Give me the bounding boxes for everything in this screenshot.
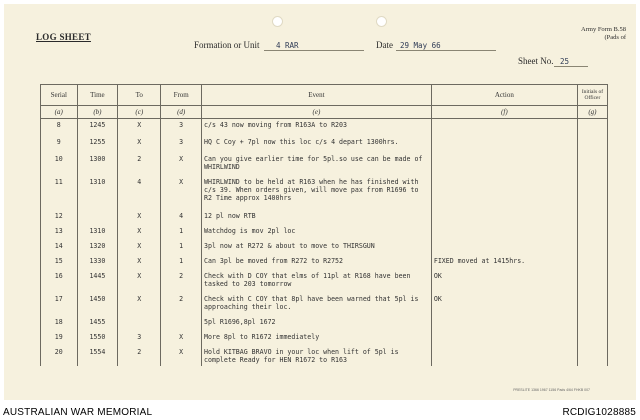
initials-cell	[577, 136, 607, 153]
date-value: 29 May 66	[400, 41, 441, 50]
col-header-to: To	[118, 85, 161, 106]
serial-cell: 11	[41, 176, 78, 210]
table-row	[41, 255, 608, 270]
from-cell: 3	[161, 119, 202, 136]
pads-of-label: (Pads of	[604, 34, 626, 41]
from-cell: X	[161, 153, 202, 176]
action-cell	[431, 346, 577, 366]
time-cell: 1455	[77, 316, 118, 331]
initials-cell	[577, 255, 607, 270]
initials-cell	[577, 210, 607, 225]
from-cell: 3	[161, 136, 202, 153]
record-id: RCDIG1028885	[562, 407, 636, 418]
table-row	[41, 270, 608, 293]
table-row	[41, 119, 608, 136]
to-cell: X	[118, 210, 161, 225]
from-cell: X	[161, 346, 202, 366]
to-cell: 4	[118, 176, 161, 210]
time-cell	[77, 210, 118, 225]
action-cell: OK	[431, 293, 577, 316]
serial-cell: 12	[41, 210, 78, 225]
col-letter-g: (g)	[577, 106, 607, 119]
event-cell: Check with D COY that elms of 11pl at R168 have been tasked to 203 tomorrow	[202, 270, 432, 293]
serial-cell: 10	[41, 153, 78, 176]
date-label: Date	[376, 40, 393, 50]
serial-cell: 13	[41, 225, 78, 240]
from-cell: X	[161, 331, 202, 346]
action-cell	[431, 119, 577, 136]
formation-value: 4 RAR	[276, 41, 299, 50]
action-cell	[431, 153, 577, 176]
to-cell: X	[118, 255, 161, 270]
table-row	[41, 346, 608, 366]
table-row	[41, 136, 608, 153]
time-cell: 1450	[77, 293, 118, 316]
table-row	[41, 153, 608, 176]
to-cell: X	[118, 119, 161, 136]
log-sheet-page	[4, 4, 636, 400]
from-cell: 4	[161, 210, 202, 225]
initials-cell	[577, 331, 607, 346]
action-cell	[431, 316, 577, 331]
col-letter-b: (b)	[77, 106, 118, 119]
event-cell: More 8pl to R1672 immediately	[202, 331, 432, 346]
time-cell: 1554	[77, 346, 118, 366]
event-cell: Can 3pl be moved from R272 to R2752	[202, 255, 432, 270]
table-row	[41, 176, 608, 210]
col-header-event: Event	[202, 85, 432, 106]
from-cell: 1	[161, 225, 202, 240]
to-cell: X	[118, 270, 161, 293]
initials-cell	[577, 346, 607, 366]
serial-cell: 8	[41, 119, 78, 136]
serial-cell: 14	[41, 240, 78, 255]
from-cell: 2	[161, 293, 202, 316]
time-cell: 1310	[77, 225, 118, 240]
formation-underline	[264, 50, 364, 51]
col-header-serial: Serial	[41, 85, 78, 106]
serial-cell: 18	[41, 316, 78, 331]
from-cell: X	[161, 176, 202, 210]
to-cell: X	[118, 225, 161, 240]
initials-cell	[577, 240, 607, 255]
from-cell: 2	[161, 270, 202, 293]
event-cell: c/s 43 now moving from R163A to R203	[202, 119, 432, 136]
army-form-label: Army Form B.58	[581, 26, 626, 33]
col-header-initials: Initials of Officer	[577, 85, 607, 106]
initials-cell	[577, 293, 607, 316]
col-header-action: Action	[431, 85, 577, 106]
serial-cell: 17	[41, 293, 78, 316]
action-cell	[431, 240, 577, 255]
archive-footer	[0, 404, 640, 420]
time-cell: 1330	[77, 255, 118, 270]
time-cell: 1445	[77, 270, 118, 293]
serial-cell: 15	[41, 255, 78, 270]
action-cell	[431, 225, 577, 240]
sheet-number-underline	[554, 66, 588, 67]
to-cell	[118, 316, 161, 331]
time-cell: 1320	[77, 240, 118, 255]
from-cell: 1	[161, 240, 202, 255]
action-cell	[431, 176, 577, 210]
event-cell: 12 pl now RTB	[202, 210, 432, 225]
to-cell: X	[118, 240, 161, 255]
archive-credit: AUSTRALIAN WAR MEMORIAL	[3, 407, 153, 418]
event-cell: WHIRLWIND to be held at R163 when he has finished with c/s 39. When orders given, will move pax from R1696 to R2 Time approx 1400hrs	[202, 176, 432, 210]
initials-cell	[577, 153, 607, 176]
table-row	[41, 225, 608, 240]
event-cell: HQ C Coy + 7pl now this loc c/s 4 depart 1300hrs.	[202, 136, 432, 153]
event-cell: Hold KITBAG BRAVO in your loc when lift of 5pl is complete Ready for HEN R1672 to R163	[202, 346, 432, 366]
to-cell: 2	[118, 346, 161, 366]
action-cell	[431, 136, 577, 153]
time-cell: 1300	[77, 153, 118, 176]
col-letter-c: (c)	[118, 106, 161, 119]
col-letter-f: (f)	[431, 106, 577, 119]
time-cell: 1245	[77, 119, 118, 136]
time-cell: 1310	[77, 176, 118, 210]
initials-cell	[577, 176, 607, 210]
table-row	[41, 240, 608, 255]
initials-cell	[577, 225, 607, 240]
to-cell: 2	[118, 153, 161, 176]
initials-cell	[577, 316, 607, 331]
from-cell	[161, 316, 202, 331]
page-title: LOG SHEET	[36, 32, 91, 42]
event-cell: 5pl R1696,8pl 1672	[202, 316, 432, 331]
time-cell: 1550	[77, 331, 118, 346]
formation-label: Formation or Unit	[194, 40, 260, 50]
to-cell: 3	[118, 331, 161, 346]
punch-hole-left	[272, 16, 283, 27]
col-header-time: Time	[77, 85, 118, 106]
printer-imprint: PRESLITE 1366 1967 1156 Pads 4/64 FHKB 007	[513, 388, 590, 392]
from-cell: 1	[161, 255, 202, 270]
table-row	[41, 293, 608, 316]
log-table	[40, 84, 608, 366]
initials-cell	[577, 119, 607, 136]
col-letter-e: (e)	[202, 106, 432, 119]
serial-cell: 19	[41, 331, 78, 346]
time-cell: 1255	[77, 136, 118, 153]
event-cell: Can you give earlier time for 5pl.so use can be made of WHIRLWIND	[202, 153, 432, 176]
to-cell: X	[118, 136, 161, 153]
event-cell: 3pl now at R272 & about to move to THIRSGUN	[202, 240, 432, 255]
sheet-number-value: 25	[560, 57, 570, 66]
event-cell: Check with C COY that 8pl have been warned that 5pl is approaching their loc.	[202, 293, 432, 316]
sheet-number-label: Sheet No.	[518, 56, 554, 66]
col-letter-a: (a)	[41, 106, 78, 119]
action-cell	[431, 210, 577, 225]
serial-cell: 20	[41, 346, 78, 366]
table-row	[41, 316, 608, 331]
log-table-body	[41, 119, 608, 366]
punch-hole-right	[376, 16, 387, 27]
date-underline	[396, 50, 496, 51]
action-cell: FIXED moved at 1415hrs.	[431, 255, 577, 270]
event-cell: Watchdog is mov 2pl loc	[202, 225, 432, 240]
serial-cell: 9	[41, 136, 78, 153]
table-row	[41, 331, 608, 346]
action-cell: OK	[431, 270, 577, 293]
action-cell	[431, 331, 577, 346]
serial-cell: 16	[41, 270, 78, 293]
to-cell: X	[118, 293, 161, 316]
initials-cell	[577, 270, 607, 293]
col-header-from: From	[161, 85, 202, 106]
col-letter-d: (d)	[161, 106, 202, 119]
table-row	[41, 210, 608, 225]
army-form-number	[581, 26, 626, 42]
